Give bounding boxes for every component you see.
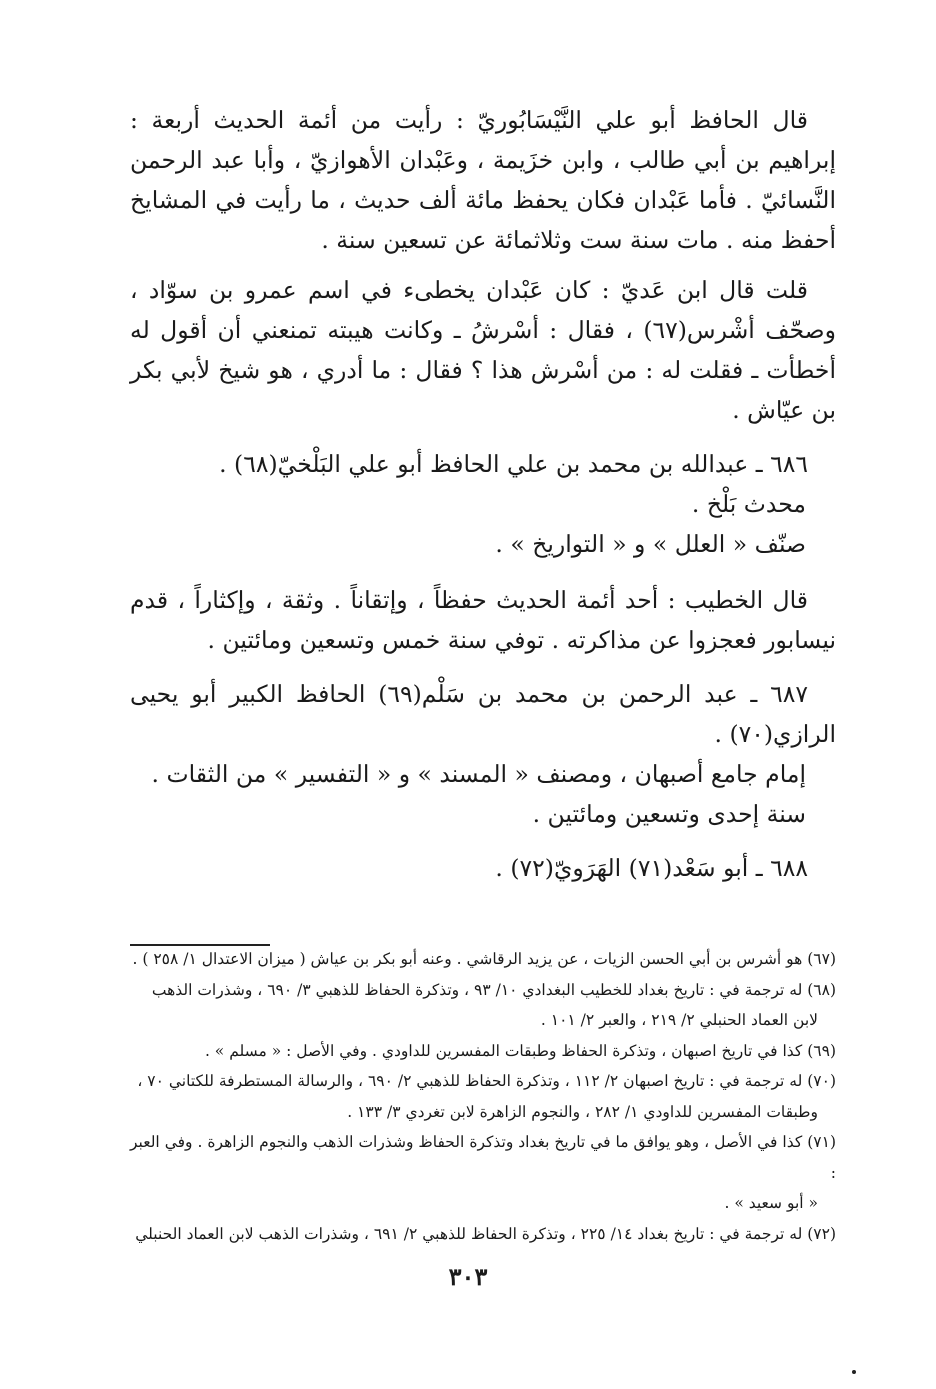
- footnote-70-continued: وطبقات المفسرين للداودي ١/ ٢٨٢ ، والنجوم الزاهرة لابن تغردي ٣/ ١٣٣ .: [347, 1102, 818, 1121]
- footnote-71: (٧١) كذا في الأصل ، وهو يوافق ما في تاريخ بغداد وتذكرة الحفاظ وشذرات الذهب والنجوم الزاهرة . وفي العبر :: [130, 1133, 836, 1182]
- paragraph-abu-ali: قال الحافظ أبو علي النَّيْسَابُوريّ : رأيت من أئمة الحديث أربعة : إبراهيم بن أبي طالب ، وابن خزَيمة ، وعَبْدان الأهوازيّ ، وأبا عبد الرحمن النَّسائيّ . فأما عَبْدان فكان يحفظ مائة ألف حديث ، ما رأيت في المشايخ أحفظ منه . مات سنة ست وثلاثمائة عن تسعين سنة .: [130, 106, 836, 254]
- paragraph-ibn-adi: قلت قال ابن عَديّ : كان عَبْدان يخطىء في اسم عمرو بن سوّاد ، وصحّف أشْرس(٦٧) ، فقال : أسْرشُ ـ وكانت هيبته تمنعني أن أقول له أخطأت ـ فقلت له : من أسْرش هذا ؟ فقال : ما أدري ، هو شيخ لأبي بكر بن عيّاش .: [130, 276, 836, 424]
- entry-686-line: صنّف « العلل » و « التواريخ » .: [495, 530, 806, 558]
- entry-686-line: محدث بَلْخ .: [691, 490, 806, 518]
- entry-687-line: سنة إحدى وتسعين ومائتين .: [532, 800, 806, 828]
- entry-687-heading: ٦٨٧ ـ عبد الرحمن بن محمد بن سَلْم(٦٩) الحافظ الكبير أبو يحيى الرازي(٧٠) .: [130, 680, 836, 748]
- footnote-68-continued: لابن العماد الحنبلي ٢/ ٢١٩ ، والعبر ٢/ ١٠١ .: [540, 1011, 818, 1029]
- footnote-71-continued: « أبو سعيد » .: [724, 1194, 818, 1212]
- footnote-69: (٦٩) كذا في تاريخ اصبهان ، وتذكرة الحفاظ وطبقات المفسرين للداودي . وفي الأصل : « مسلم » .: [204, 1041, 836, 1060]
- footnote-divider: [130, 944, 270, 946]
- footnote-68: (٦٨) له ترجمة في : تاريخ بغداد للخطيب البغدادي ١٠/ ٩٣ ، وتذكرة الحفاظ للذهبي ٣/ ٦٩٠ ، وشذرات الذهب: [151, 980, 836, 999]
- scan-speck: [852, 1370, 856, 1374]
- footnote-70: (٧٠) له ترجمة في : تاريخ اصبهان ٢/ ١١٢ ، وتذكرة الحفاظ للذهبي ٢/ ٦٩٠ ، والرسالة المستطرفة للكتاني ٧٠ ،: [137, 1072, 836, 1090]
- footnotes: [130, 944, 836, 1249]
- main-text: [130, 100, 836, 888]
- paragraph-khatib: قال الخطيب : أحد أئمة الحديث حفظاً ، وإتقاناً . وثقة ، وإكثاراً ، قدم نيسابور فعجزوا عن مذاكرته . توفي سنة خمس وتسعين ومائتين .: [130, 586, 836, 654]
- page-number: ٣٠٣: [448, 1262, 488, 1291]
- entry-686-heading: ٦٨٦ ـ عبدالله بن محمد بن علي الحافظ أبو علي البَلْخيّ(٦٨) .: [219, 450, 808, 478]
- footnote-67: (٦٧) هو أشرس بن أبي الحسن الزيات ، عن يزيد الرقاشي . وعنه أبو بكر بن عياش ( ميزان الاعتدال ١/ ٢٥٨ ) .: [132, 950, 836, 968]
- footnote-72: (٧٢) له ترجمة في : تاريخ بغداد ١٤/ ٢٢٥ ، وتذكرة الحفاظ للذهبي ٢/ ٦٩١ ، وشذرات الذهب لابن العماد الحنبلي: [135, 1224, 836, 1243]
- entry-687-line: إمام جامع أصبهان ، ومصنف « المسند » و « التفسير » من الثقات .: [151, 760, 806, 788]
- entry-688-heading: ٦٨٨ ـ أبو سَعْد(٧١) الهَرَويّ(٧٢) .: [495, 854, 808, 882]
